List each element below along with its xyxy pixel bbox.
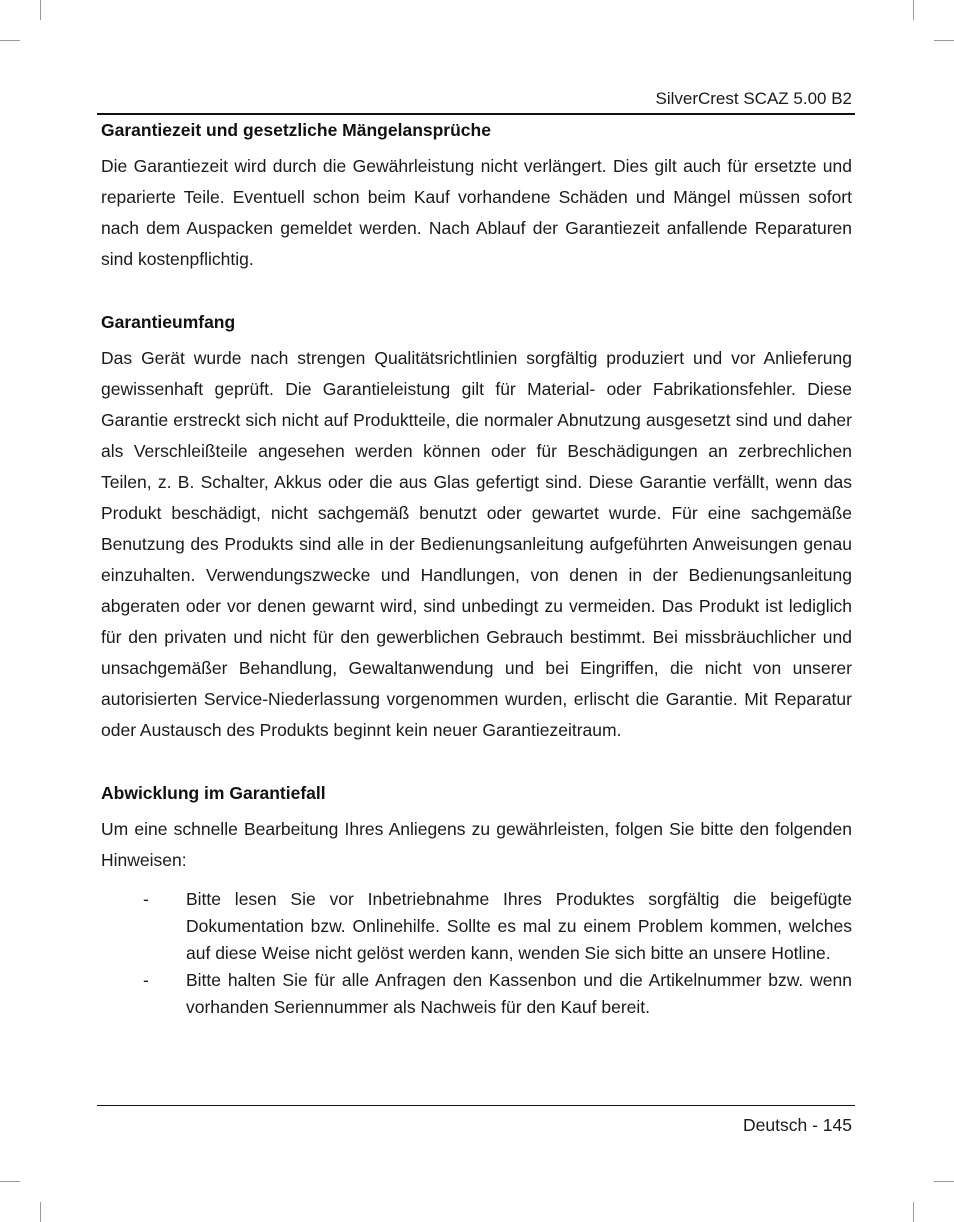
list-item-text: Bitte halten Sie für alle Anfragen den Kassenbon und die Artikelnummer bzw. wenn vorhanden Seriennummer als Nachweis für den Kauf bereit. [186,970,852,1017]
section-paragraph: Die Garantiezeit wird durch die Gewährleistung nicht verlängert. Dies gilt auch für ersetzte und reparierte Teile. Eventuell schon beim Kauf vorhandene Schäden und Mängel müssen sofort nach dem Auspacken gemeldet werden. Nach Ablauf der Garantiezeit anfallende Reparaturen sind kostenpflichtig. [101,156,852,269]
crop-mark-bottom-right-h [934,1181,954,1182]
crop-mark-bottom-left-h [0,1181,20,1182]
running-header: SilverCrest SCAZ 5.00 B2 [655,89,852,108]
crop-mark-top-right [913,0,914,20]
crop-mark-top-left-h [0,40,20,41]
header-rule [97,113,855,115]
section-garantieumfang [101,309,852,746]
footer-rule [97,1105,855,1106]
list-item [101,886,852,967]
page-body [101,117,852,1021]
section-garantiezeit [101,117,852,275]
list-item [101,967,852,1021]
crop-mark-top-left [40,0,41,20]
crop-mark-top-right-h [934,40,954,41]
section-paragraph: Um eine schnelle Bearbeitung Ihres Anliegens zu gewährleisten, folgen Sie bitte den folgenden Hinweisen: [101,819,852,870]
list-bullet: - [143,889,149,909]
section-heading: Abwicklung im Garantiefall [101,783,326,803]
page-number: Deutsch - 145 [743,1115,852,1135]
instruction-list [101,886,852,1021]
list-item-text: Bitte lesen Sie vor Inbetriebnahme Ihres Produktes sorgfältig die beigefügte Dokumentation bzw. Onlinehilfe. Sollte es mal zu einem Problem kommen, welches auf diese Weise nicht gelöst werden kann, wenden Sie sich bitte an unsere Hotline. [186,889,852,963]
section-paragraph: Das Gerät wurde nach strengen Qualitätsrichtlinien sorgfältig produziert und vor Anlieferung gewissenhaft geprüft. Die Garantieleistung gilt für Material- oder Fabrikationsfehler. Diese Garantie erstreckt sich nicht auf Produktteile, die normaler Abnutzung ausgesetzt sind und daher als Verschleißteile angesehen werden können oder für Beschädigungen an zerbrechlichen Teilen, z. B. Schalter, Akkus oder die aus Glas gefertigt sind. Diese Garantie verfällt, wenn das Produkt beschädigt, nicht sachgemäß benutzt oder gewartet wurde. Für eine sachgemäße Benutzung des Produkts sind alle in der Bedienungsanleitung aufgeführten Anweisungen genau einzuhalten. Verwendungszwecke und Handlungen, von denen in der Bedienungsanleitung abgeraten oder vor denen gewarnt wird, sind unbedingt zu vermeiden. Das Produkt ist lediglich für den privaten und nicht für den gewerblichen Gebrauch bestimmt. Bei missbräuchlicher und unsachgemäßer Behandlung, Gewaltanwendung und bei Eingriffen, die nicht von unserer autorisierten Service-Niederlassung vorgenommen wurden, erlischt die Garantie. Mit Reparatur oder Austausch des Produkts beginnt kein neuer Garantiezeitraum. [101,348,852,740]
section-heading: Garantieumfang [101,312,236,332]
crop-mark-bottom-right [913,1202,914,1222]
section-abwicklung [101,780,852,1021]
list-bullet: - [143,970,149,990]
section-heading: Garantiezeit und gesetzliche Mängelansprüche [101,120,491,140]
crop-mark-bottom-left [40,1202,41,1222]
